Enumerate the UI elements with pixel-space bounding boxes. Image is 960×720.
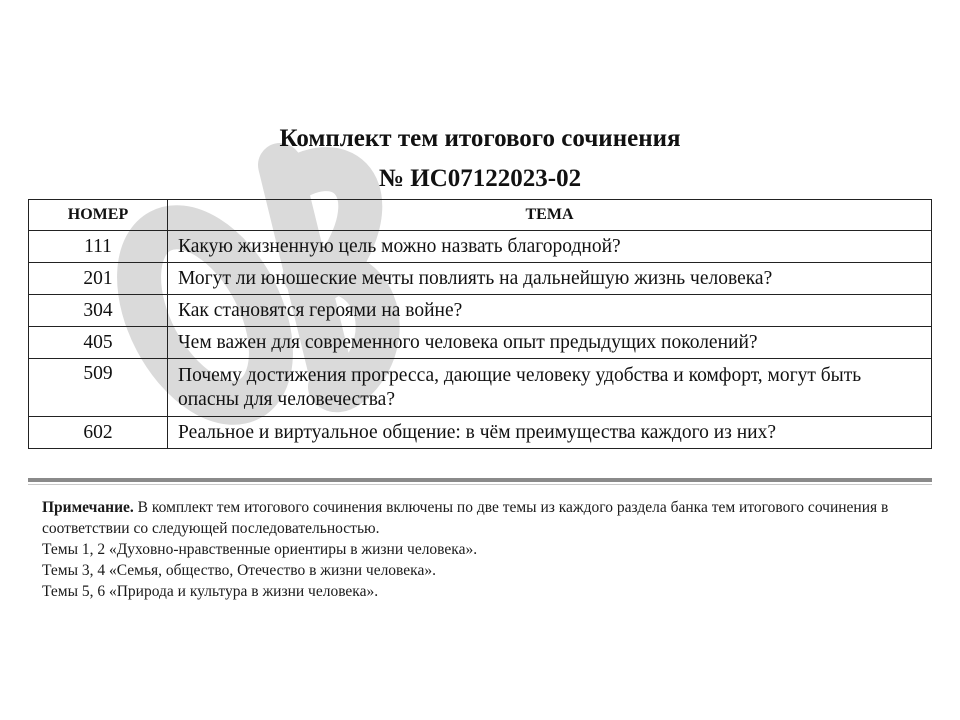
section-divider — [28, 478, 932, 482]
topic-text: Почему достижения прогресса, дающие человеку удобства и комфорт, могут быть опасны для человечества? — [168, 359, 932, 417]
table-row — [29, 231, 932, 263]
topic-number: 405 — [29, 327, 168, 359]
note-line: Темы 3, 4 «Семья, общество, Отечество в жизни человека». — [42, 562, 436, 579]
table-row — [29, 327, 932, 359]
note-line: Темы 5, 6 «Природа и культура в жизни человека». — [42, 583, 379, 600]
table-row — [29, 417, 932, 449]
column-header-number: НОМЕР — [29, 200, 168, 231]
table-header-row — [29, 200, 932, 231]
table-row — [29, 359, 932, 417]
topic-number: 509 — [29, 359, 168, 417]
topics-table — [28, 199, 932, 449]
note-intro: В комплект тем итогового сочинения включены по две темы из каждого раздела банка тем итогового сочинения в соответствии со следующей последовательностью. — [42, 499, 889, 537]
document-title: Комплект тем итогового сочинения — [279, 125, 681, 152]
table-row — [29, 295, 932, 327]
topic-text: Реальное и виртуальное общение: в чём преимущества каждого из них? — [168, 417, 932, 449]
topic-text: Чем важен для современного человека опыт предыдущих поколений? — [168, 327, 932, 359]
topic-text: Какую жизненную цель можно назвать благородной? — [168, 231, 932, 263]
section-divider-thin — [28, 484, 932, 485]
topic-number: 304 — [29, 295, 168, 327]
column-header-topic: ТЕМА — [168, 200, 932, 231]
note-line: Темы 1, 2 «Духовно-нравственные ориентиры в жизни человека». — [42, 541, 478, 558]
note-label: Примечание. — [42, 499, 134, 516]
topic-text: Как становятся героями на войне? — [168, 295, 932, 327]
topic-number: 111 — [29, 231, 168, 263]
table-row — [29, 263, 932, 295]
note-block — [42, 497, 922, 602]
document-number: № ИС07122023-02 — [378, 165, 582, 192]
note-paragraph — [42, 497, 922, 539]
topic-text: Могут ли юношеские мечты повлиять на дальнейшую жизнь человека? — [168, 263, 932, 295]
topic-number: 201 — [29, 263, 168, 295]
topic-number: 602 — [29, 417, 168, 449]
